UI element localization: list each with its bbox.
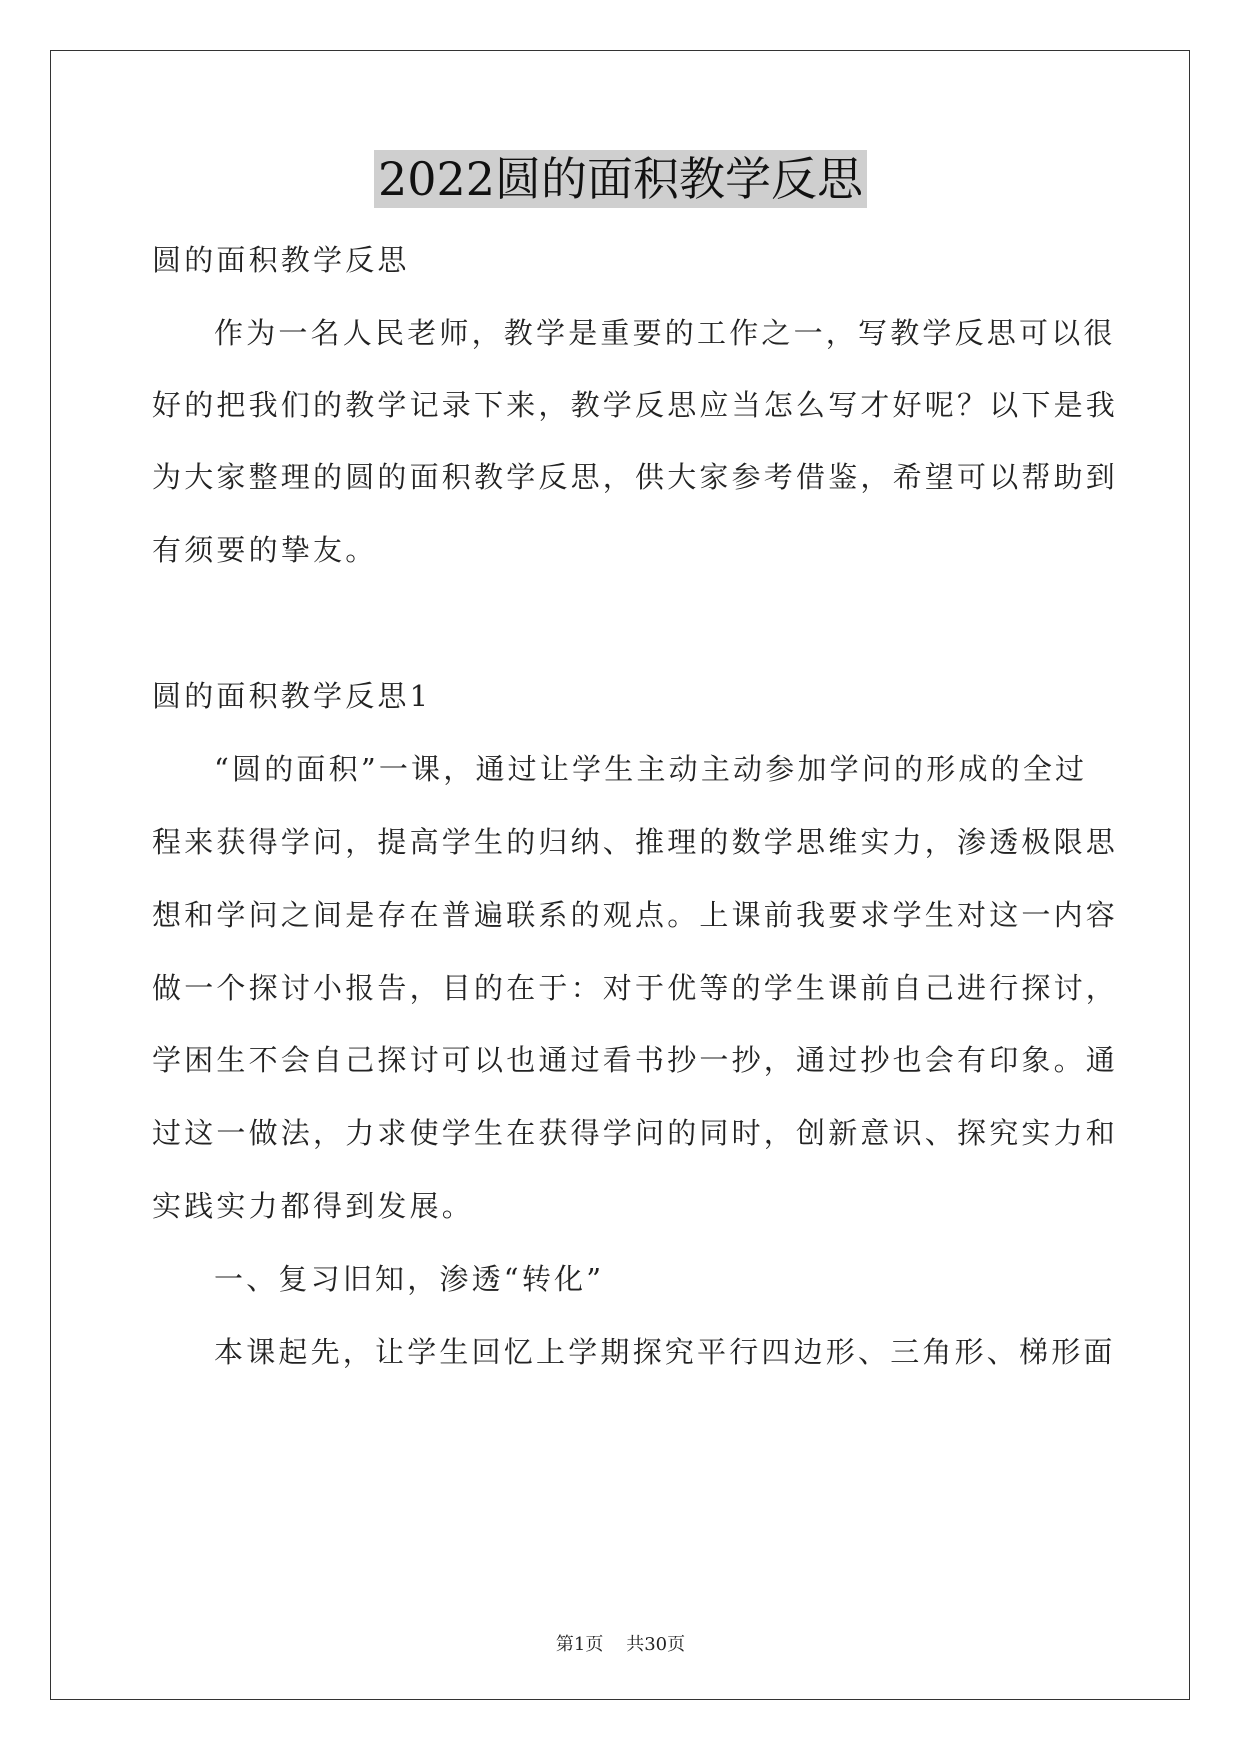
page-border bbox=[50, 50, 1190, 1700]
page-footer: 第1页 共30页 bbox=[555, 1634, 686, 1655]
section-heading: 圆的面积教学反思1 bbox=[152, 679, 432, 713]
body-line-3: 想和学问之间是存在普遍联系的观点。上课前我要求学生对这一内容 bbox=[152, 898, 1119, 932]
document-title: 2022圆的面积教学反思 bbox=[374, 150, 867, 208]
intro-line-1: 作为一名人民老师，教学是重要的工作之一，写教学反思可以很 bbox=[214, 316, 1116, 350]
intro-line-4: 有须要的挚友。 bbox=[152, 533, 378, 567]
body-line-2: 程来获得学问，提高学生的归纳、推理的数学思维实力，渗透极限思 bbox=[152, 825, 1119, 859]
body-line-5: 学困生不会自己探讨可以也通过看书抄一抄，通过抄也会有印象。通 bbox=[152, 1043, 1119, 1077]
body-line-4: 做一个探讨小报告，目的在于：对于优等的学生课前自己进行探讨， bbox=[152, 971, 1119, 1005]
body-line-6: 过这一做法，力求使学生在获得学问的同时，创新意识、探究实力和 bbox=[152, 1116, 1119, 1150]
point-heading: 一、复习旧知，渗透“转化” bbox=[214, 1262, 605, 1296]
intro-line-3: 为大家整理的圆的面积教学反思，供大家参考借鉴，希望可以帮助到 bbox=[152, 460, 1119, 494]
intro-line-2: 好的把我们的教学记录下来，教学反思应当怎么写才好呢？以下是我 bbox=[152, 388, 1119, 422]
body-line-7: 实践实力都得到发展。 bbox=[152, 1189, 475, 1223]
subtitle: 圆的面积教学反思 bbox=[152, 243, 410, 277]
body-line-1: “圆的面积”一课，通过让学生主动主动参加学问的形成的全过 bbox=[214, 752, 1088, 786]
title-wrap bbox=[0, 150, 1241, 208]
last-line: 本课起先，让学生回忆上学期探究平行四边形、三角形、梯形面 bbox=[214, 1335, 1116, 1369]
